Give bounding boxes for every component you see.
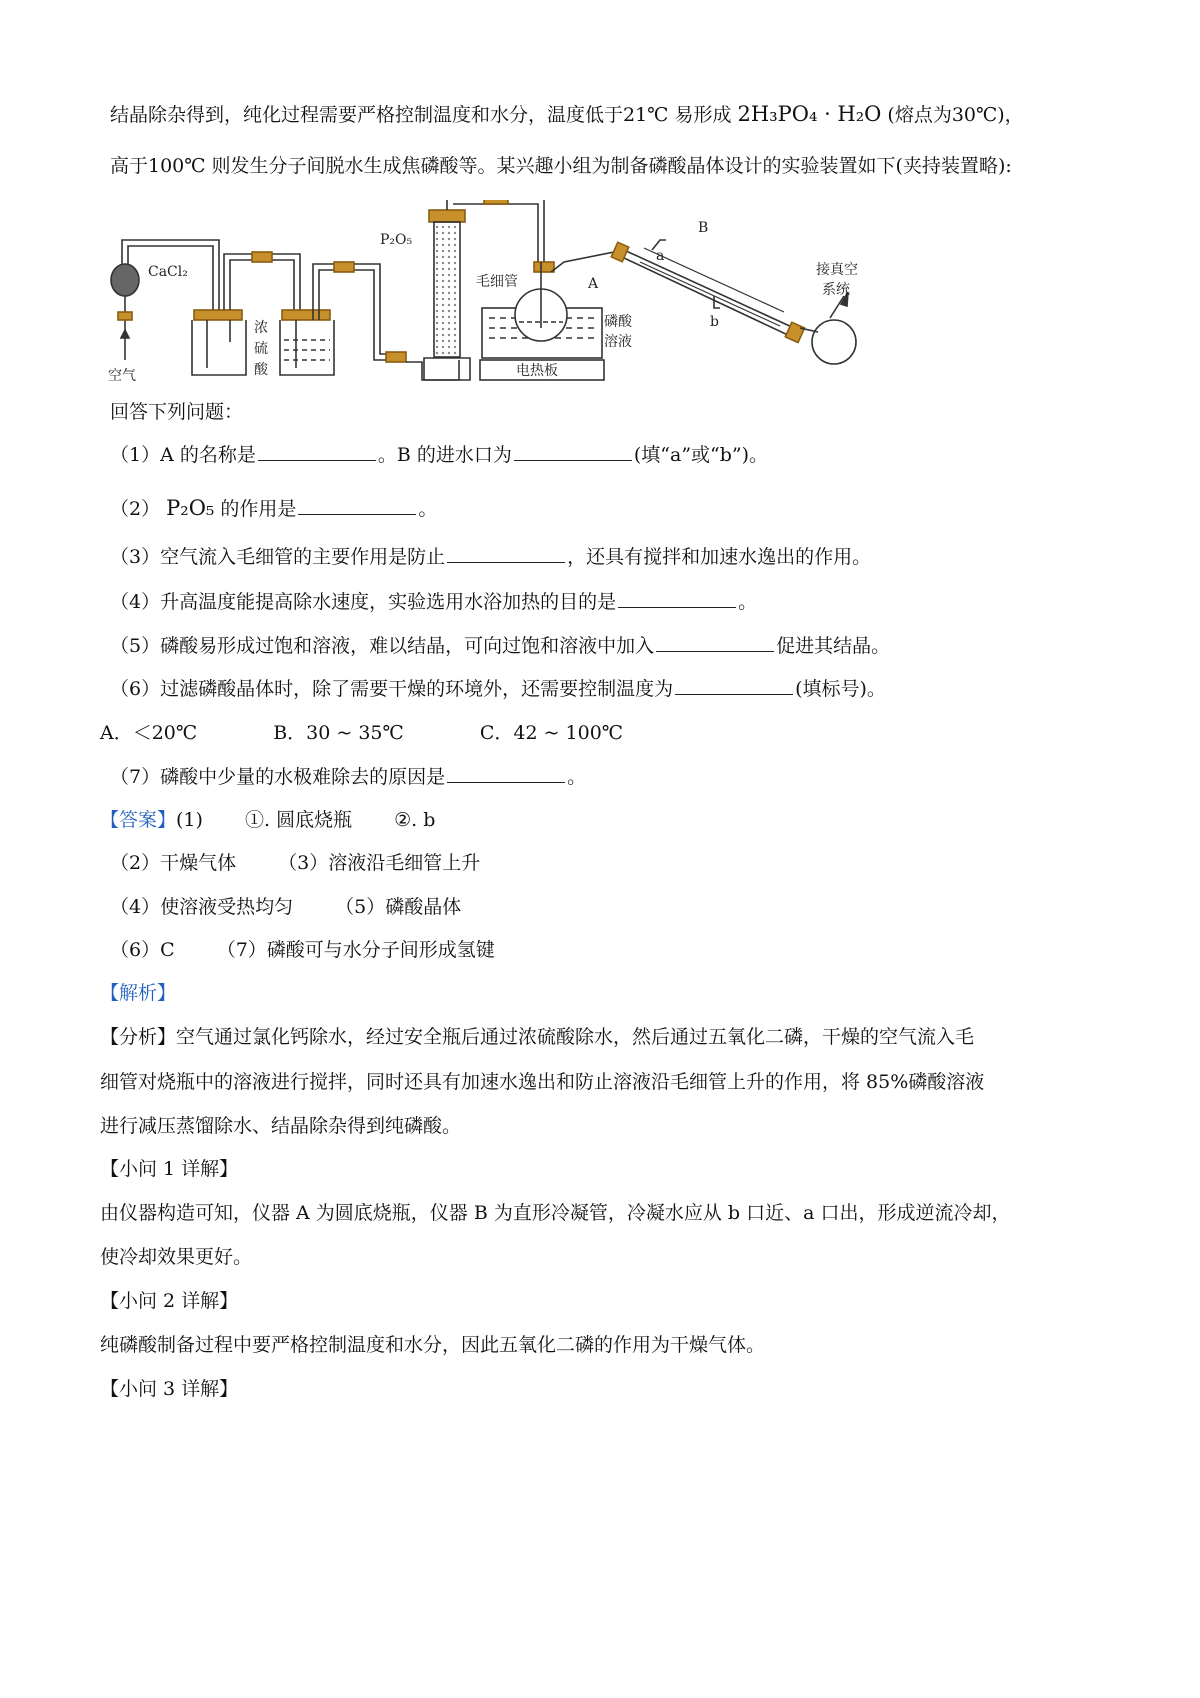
sub1-line-1	[100, 1199, 1120, 1227]
q7-blank[interactable]	[447, 764, 565, 783]
q2-blank[interactable]	[298, 496, 416, 515]
label-p2o5: P₂O₅	[380, 232, 413, 248]
answer-2: （2）干燥气体	[110, 852, 237, 874]
q1-text-a: （1）A 的名称是	[110, 444, 256, 466]
question-4	[110, 588, 1120, 616]
label-conc-1: 浓	[254, 320, 268, 336]
questions-heading	[110, 398, 1120, 426]
q6-blank[interactable]	[675, 676, 793, 695]
formula-2h3po4-h2o: 2H₃PO₄ · H₂O	[737, 102, 882, 126]
answer-1-part-2: ②. b	[394, 809, 436, 831]
label-B: B	[698, 220, 709, 236]
sub1-text-2: 使冷却效果更好。	[100, 1246, 253, 1268]
answer-line-1	[100, 806, 1120, 834]
q4-text-a: （4）升高温度能提高除水速度，实验选用水浴加热的目的是	[110, 591, 617, 613]
analysis-text-3: 进行减压蒸馏除水、结晶除杂得到纯磷酸。	[100, 1115, 462, 1137]
q2-text-b: 的作用是	[220, 498, 297, 520]
question-5	[110, 632, 1120, 660]
label-conc-3: 酸	[254, 362, 268, 378]
sub2-title	[100, 1287, 1120, 1315]
q2-text-c: 。	[418, 498, 438, 520]
intro-line-2	[110, 152, 1120, 180]
q3-blank[interactable]	[447, 544, 565, 563]
q7-text-b: 。	[567, 766, 587, 788]
answer-5: （5）磷酸晶体	[335, 896, 462, 918]
label-conc-2: 硫	[254, 341, 268, 357]
analysis-line-3	[100, 1112, 1120, 1140]
q1-blank-1[interactable]	[258, 442, 376, 461]
sub3-title-text: 【小问 3 详解】	[100, 1378, 239, 1400]
analysis-text-2: 细管对烧瓶中的溶液进行搅拌，同时还具有加速水逸出和防止溶液沿毛细管上升的作用，将 85%磷酸溶液	[100, 1071, 985, 1093]
option-c[interactable]: C．42 ~ 100℃	[479, 722, 624, 744]
q5-text-a: （5）磷酸易形成过饱和溶液，难以结晶，可向过饱和溶液中加入	[110, 635, 655, 657]
label-phosphoric-2: 溶液	[604, 334, 632, 350]
answer-line-3	[110, 893, 1120, 921]
q5-blank[interactable]	[656, 633, 774, 652]
label-a: a	[656, 248, 665, 264]
q1-text-b: 。B 的进水口为	[377, 444, 512, 466]
question-6-options	[100, 719, 1120, 747]
label-b: b	[710, 314, 719, 330]
q3-text-b: ，还具有搅拌和加速水逸出的作用。	[567, 546, 872, 568]
answer-line-4	[110, 936, 1120, 964]
sub1-line-2	[100, 1243, 1120, 1271]
answer-6: （6）C	[110, 939, 175, 961]
formula-p2o5: P₂O₅	[166, 496, 215, 520]
sub1-text-1: 由仪器构造可知，仪器 A 为圆底烧瓶，仪器 B 为直形冷凝管，冷凝水应从 b 口近、a 口出，形成逆流冷却，	[100, 1202, 1011, 1224]
q5-text-b: 促进其结晶。	[776, 635, 891, 657]
label-air: 空气	[108, 368, 136, 384]
q3-text-a: （3）空气流入毛细管的主要作用是防止	[110, 546, 446, 568]
tube-segment-1-inner	[128, 246, 213, 318]
sub1-title	[100, 1155, 1120, 1183]
label-vacuum-1: 接真空	[816, 262, 858, 278]
option-a[interactable]: A．＜20℃	[100, 722, 198, 744]
label-capillary: 毛细管	[476, 274, 518, 290]
answer-4: （4）使溶液受热均匀	[110, 896, 294, 918]
label-cacl2: CaCl₂	[148, 264, 188, 280]
label-hot-plate: 电热板	[516, 363, 558, 379]
q6-text-b: (填标号)。	[795, 678, 886, 700]
q6-text-a: （6）过滤磷酸晶体时，除了需要干燥的环境外，还需要控制温度为	[110, 678, 674, 700]
sub2-text-1: 纯磷酸制备过程中要严格控制温度和水分，因此五氧化二磷的作用为干燥气体。	[100, 1334, 766, 1356]
option-b[interactable]: B．30 ~ 35℃	[273, 722, 404, 744]
sub3-title	[100, 1375, 1120, 1403]
answer-7: （7）磷酸可与水分子间形成氢键	[216, 939, 495, 961]
label-A: A	[588, 276, 599, 292]
answer-tag: 【答案】	[100, 809, 177, 831]
apparatus-diagram	[104, 200, 954, 420]
q1-blank-2[interactable]	[514, 442, 632, 461]
question-7	[110, 763, 1120, 791]
question-6	[110, 675, 1120, 703]
label-phosphoric-1: 磷酸	[604, 314, 632, 330]
intro-text-1b: (熔点为30℃)，	[887, 104, 1024, 126]
cacl2-bulb	[111, 264, 139, 296]
analysis-text-1: 【分析】空气通过氯化钙除水，经过安全瓶后通过浓硫酸除水，然后通过五氧化二磷，干燥的空气流入毛	[100, 1026, 975, 1048]
analysis-tag-line	[100, 979, 1120, 1007]
label-vacuum-2: 系统	[822, 282, 850, 298]
analysis-tag: 【解析】	[100, 982, 177, 1004]
intro-text-1a: 结晶除杂得到，纯化过程需要严格控制温度和水分，温度低于21℃ 易形成	[110, 104, 732, 126]
answer-1-part-1: ①. 圆底烧瓶	[244, 809, 353, 831]
q2-text-a: （2）	[110, 498, 161, 520]
answer-line-2	[110, 849, 1120, 877]
sub2-title-text: 【小问 2 详解】	[100, 1290, 239, 1312]
q7-text-a: （7）磷酸中少量的水极难除去的原因是	[110, 766, 446, 788]
analysis-line-1	[100, 1023, 1120, 1051]
intro-text-2: 高于100℃ 则发生分子间脱水生成焦磷酸等。某兴趣小组为制备磷酸晶体设计的实验装置如下(夹持装置略):	[110, 155, 1012, 177]
answer-3: （3）溶液沿毛细管上升	[278, 852, 481, 874]
q4-blank[interactable]	[618, 589, 736, 608]
analysis-line-2	[100, 1068, 1120, 1096]
question-2	[110, 494, 1120, 523]
questions-heading-text: 回答下列问题：	[110, 401, 244, 423]
intro-line-1	[110, 100, 1120, 129]
q4-text-b: 。	[738, 591, 758, 613]
question-1	[110, 441, 1120, 469]
sub2-line-1	[100, 1331, 1120, 1359]
question-3	[110, 543, 1120, 571]
q1-text-c: (填“a”或“b”)。	[633, 444, 769, 466]
sub1-title-text: 【小问 1 详解】	[100, 1158, 239, 1180]
answer-1-label: (1)	[176, 809, 203, 831]
